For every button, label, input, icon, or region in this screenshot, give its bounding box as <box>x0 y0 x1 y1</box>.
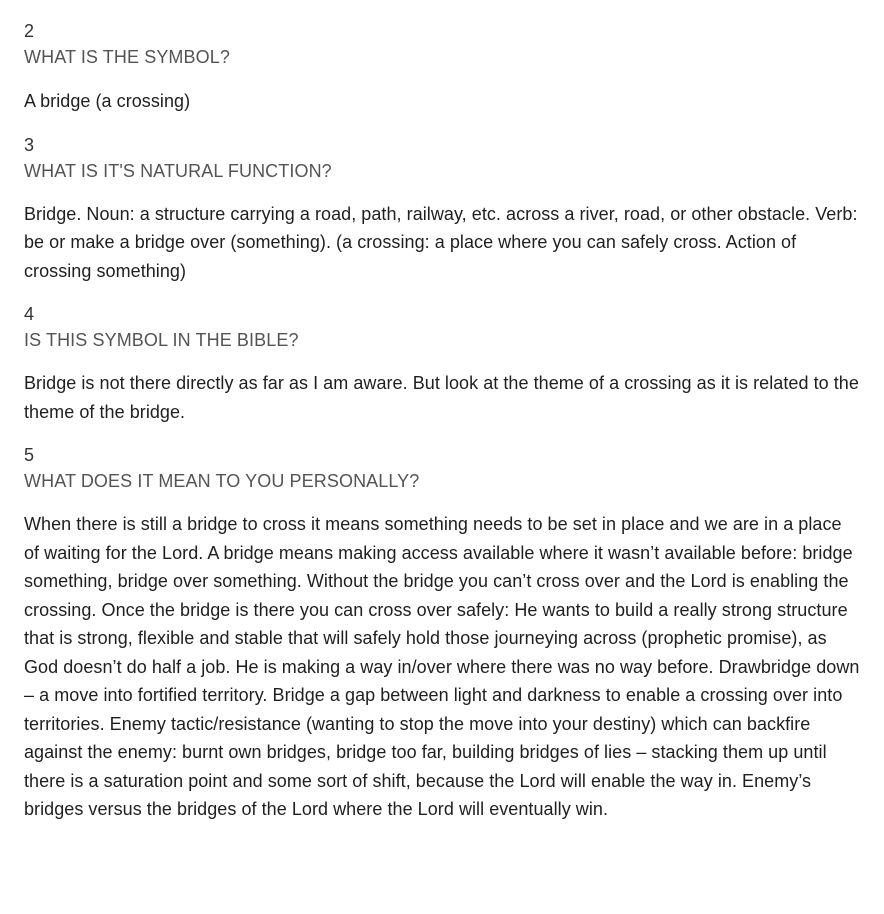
section-5 <box>24 442 860 824</box>
section-number: 3 <box>24 134 35 155</box>
section-question: WHAT IS IT'S NATURAL FUNCTION? <box>24 160 332 181</box>
section-number: 4 <box>24 304 35 324</box>
section-question: IS THIS SYMBOL IN THE BIBLE? <box>24 330 299 350</box>
section-question: WHAT IS THE SYMBOL? <box>24 47 230 67</box>
section-answer: A bridge (a crossing) <box>24 91 191 111</box>
section-answer: Bridge. Noun: a structure carrying a road, path, railway, etc. across a river, road, or other obstacle. Verb: be or make a bridge over (something). (a crossing: a place where you can safely cross. Action of crossing something) <box>24 203 858 281</box>
section-4 <box>24 301 860 426</box>
section-number: 2 <box>24 21 35 41</box>
section-number: 5 <box>24 445 35 465</box>
section-3 <box>24 132 860 286</box>
section-answer: Bridge is not there directly as far as I am aware. But look at the theme of a crossing as it is related to the theme of the bridge. <box>24 373 859 422</box>
section-2 <box>24 18 860 116</box>
section-question: WHAT DOES IT MEAN TO YOU PERSONALLY? <box>24 471 420 491</box>
section-answer: When there is still a bridge to cross it means something needs to be set in place and we are in a place of waiting for the Lord. A bridge means making access available where it wasn’t available before: bridge something, bridge over something. Without the bridge you can’t cross over and the Lord is enabling the crossing. Once the bridge is there you can cross over safely: He wants to build a really strong structure that is strong, flexible and stable that will safely hold those journeying across (prophetic promise), as God doesn’t do half a job. He is making a way in/over where there was no way before. Drawbridge down – a move into fortified territory. Bridge a gap between light and darkness to enable a crossing over into territories. Enemy tactic/resistance (wanting to stop the move into your destiny) which can backfire against the enemy: burnt own bridges, bridge too far, building bridges of lies – stacking them up until there is a saturation point and some sort of shift, because the Lord will enable the way in. Enemy’s bridges versus the bridges of the Lord where the Lord will eventually win. <box>24 514 860 819</box>
